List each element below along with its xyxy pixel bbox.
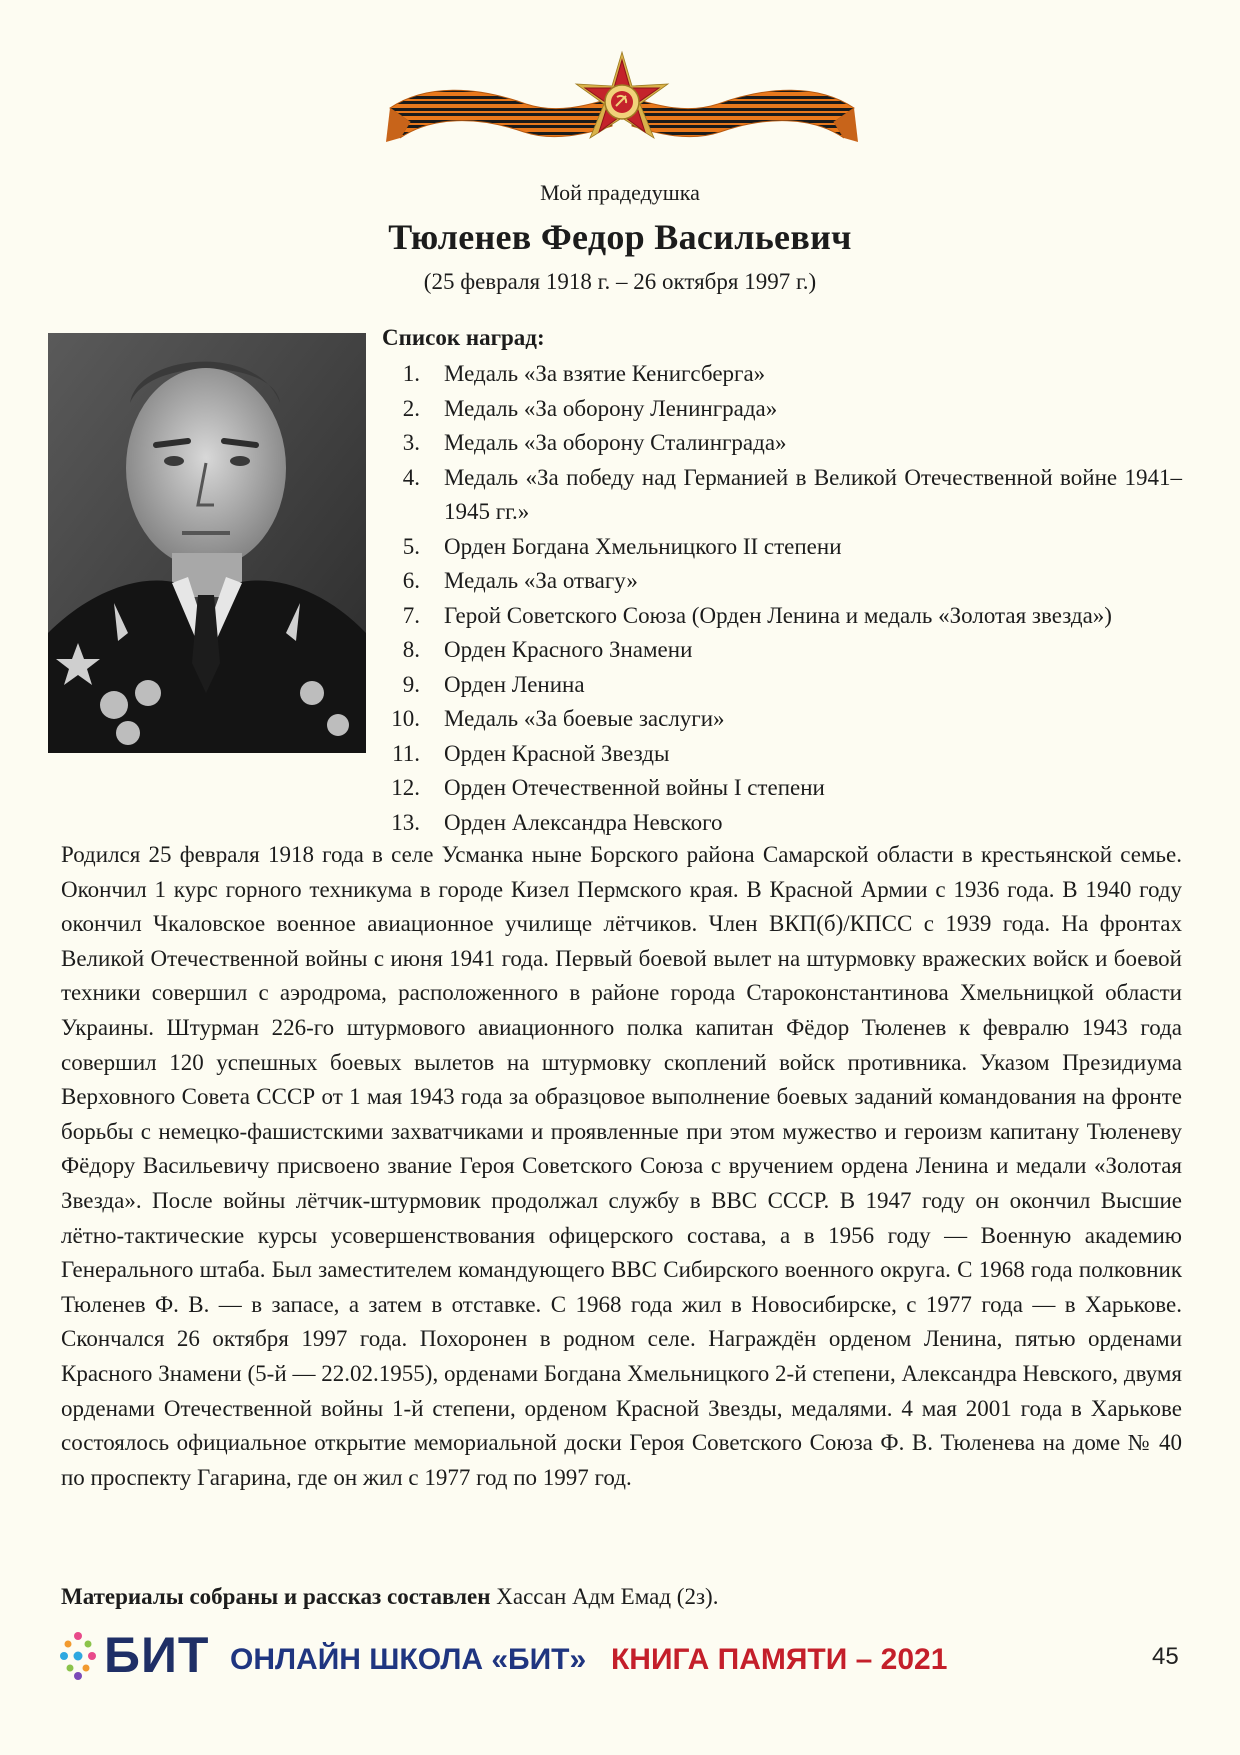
credits-label: Материалы собраны и рассказ составлен <box>61 1584 491 1609</box>
award-item: 6. Медаль «За отвагу» <box>402 568 638 593</box>
bit-logo-icon <box>58 1630 98 1682</box>
credits-line <box>61 1584 718 1610</box>
awards-list <box>382 357 1182 840</box>
bit-logo-text: БИТ <box>104 1627 210 1683</box>
portrait-icon <box>48 333 366 753</box>
person-name: Тюленев Федор Васильевич <box>388 217 852 257</box>
award-item: 1. Медаль «За взятие Кенигсберга» <box>402 361 766 386</box>
footer-book-title: КНИГА ПАМЯТИ – 2021 <box>611 1643 948 1676</box>
page-number: 45 <box>1152 1643 1179 1670</box>
pre-title: Мой прадедушка <box>540 180 700 205</box>
award-item: 7. Герой Советского Союза (Орден Ленина и медаль «Золотая звезда») <box>402 602 1112 628</box>
award-item: 4. Медаль «За победу над Германией в Великой Отечественной войне 1941–1945 гг.» <box>402 464 1182 524</box>
award-item: 13. Орден Александра Невского <box>391 809 723 835</box>
award-item: 3. Медаль «За оборону Сталинграда» <box>402 430 787 455</box>
award-item: 11. Орден Красной Звезды <box>392 740 670 766</box>
award-item: 5. Орден Богдана Хмельницкого II степени <box>402 533 842 559</box>
footer <box>58 1628 1198 1688</box>
award-item: 8. Орден Красного Знамени <box>402 637 693 662</box>
life-dates: (25 февраля 1918 г. – 26 октября 1997 г.) <box>423 269 817 294</box>
portrait-photo <box>48 333 366 753</box>
credits-author: Хассан Адм Емад (2з). <box>490 1584 719 1609</box>
award-item: 10. Медаль «За боевые заслуги» <box>391 706 725 731</box>
order-emblem-icon <box>386 46 858 162</box>
awards-title: Список наград: <box>382 325 545 350</box>
award-item: 9. Орден Ленина <box>402 671 585 697</box>
award-item: 2. Медаль «За оборону Ленинграда» <box>402 395 778 421</box>
award-item: 12. Орден Отечественной войны I степени <box>391 775 825 800</box>
footer-school: ОНЛАЙН ШКОЛА «БИТ» <box>230 1643 587 1676</box>
biography-text: Родился 25 февраля 1918 года в селе Усманка ныне Борского района Самарской области в крестьянской семье. Окончил 1 курс горного техникума в городе Кизел Пермского края. В Красной Армии с 1936 года. В 1940 году окончил Чкаловское военное авиационное училище лётчиков. Член ВКП(б)/КПСС с 1939 года. На фронтах Великой Отечественной войны с июня 1941 года. Первый боевой вылет на штурмовку вражеских войск и боевой техники совершил с аэродрома, расположенного в районе города Староконстантинова Хмельницкой области Украины. Штурман 226-го штурмового авиационного полка капитан Фёдор Тюленев к февралю 1943 года совершил 120 успешных боевых вылетов на штурмовку скоплений войск противника. Указом Президиума Верховного Совета СССР от 1 мая 1943 года за образцовое выполнение боевых заданий командования на фронте борьбы с немецко-фашистскими захватчиками и проявленные при этом мужество и героизм капитану Тюленеву Фёдору Васильевичу присвоено звание Героя Советского Союза с вручением ордена Ленина и медали «Золотая Звезда». После войны лётчик-штурмовик продолжал службу в ВВС СССР. В 1947 году он окончил Высшие лётно-тактические курсы усовершенствования офицерского состава, а в 1956 году — Военную академию Генерального штаба. Был заместителем командующего ВВС Сибирского военного округа. С 1968 года полковник Тюленев Ф. В. — в запасе, а затем в отставке. С 1968 года жил в Новосибирске, с 1977 года — в Харькове. Скончался 26 октября 1997 года. Похоронен в родном селе. Награждён орденом Ленина, пятью орденами Красного Знамени (5-й — 22.02.1955), орденами Богдана Хмельницкого 2-й степени, Александра Невского, двумя орденами Отечественной войны 1-й степени, орденом Красной Звезды, медалями. 4 мая 2001 года в Харькове состоялось официальное открытие мемориальной доски Героя Советского Союза Ф. В. Тюленева на доме № 40 по проспекту Гагарина, где он жил с 1977 год по 1997 год. <box>61 842 1182 1490</box>
